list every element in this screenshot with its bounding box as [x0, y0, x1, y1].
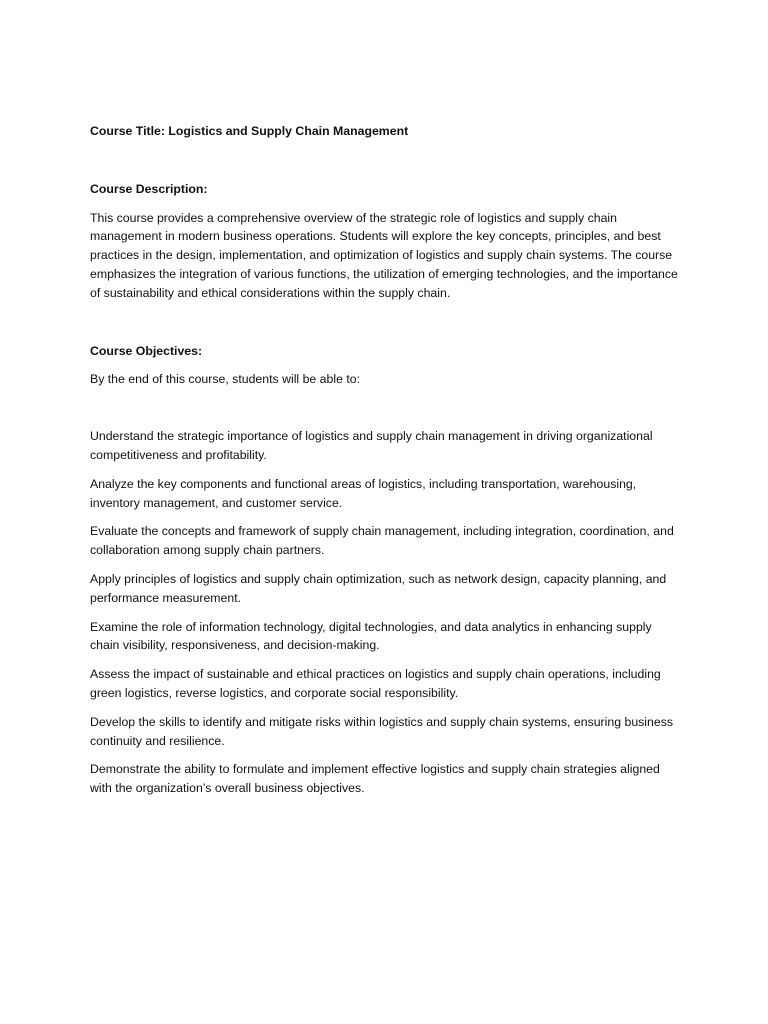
objective-item: Develop the skills to identify and mitigate risks within logistics and supply chain systems, ensuring business continuity and resilience. [90, 714, 674, 748]
objectives-intro: By the end of this course, students will be able to: [90, 372, 361, 387]
objectives-list [90, 427, 682, 798]
objectives-heading: Course Objectives: [90, 343, 203, 358]
course-title: Course Title: Logistics and Supply Chain Management [90, 124, 409, 138]
spacer [90, 389, 682, 427]
document-body [90, 122, 682, 808]
course-description: This course provides a comprehensive overview of the strategic role of logistics and supply chain management in modern business operations. Students will explore the key concepts, principles, and best practices in the design, implementation, and optimization of logistics and supply chain systems. The course emphasizes the integration of various functions, the utilization of emerging technologies, and the importance of sustainability and ethical considerations within the supply chain. [90, 210, 678, 300]
objective-item: Assess the impact of sustainable and ethical practices on logistics and supply chain operations, including green logistics, reverse logistics, and corporate social responsibility. [90, 667, 661, 700]
spacer [90, 360, 682, 370]
spacer [90, 303, 682, 342]
objective-item: Understand the strategic importance of logistics and supply chain management in driving organizational competitiveness and profitability. [90, 429, 653, 462]
description-heading: Course Description: [90, 181, 208, 196]
spacer [90, 199, 682, 209]
spacer [90, 141, 682, 180]
objective-item: Analyze the key components and functional areas of logistics, including transportation, warehousing, inventory management, and customer service. [90, 476, 637, 510]
objective-item: Apply principles of logistics and supply chain optimization, such as network design, capacity planning, and performance measurement. [90, 571, 667, 605]
objective-item: Demonstrate the ability to formulate and implement effective logistics and supply chain strategies aligned with the organization’s overall business objectives. [90, 762, 660, 796]
objective-item: Examine the role of information technology, digital technologies, and data analytics in enhancing supply chain visibility, responsiveness, and decision-making. [90, 619, 652, 653]
objective-item: Evaluate the concepts and framework of supply chain management, including integration, coordination, and collaboration among supply chain partners. [90, 524, 674, 558]
